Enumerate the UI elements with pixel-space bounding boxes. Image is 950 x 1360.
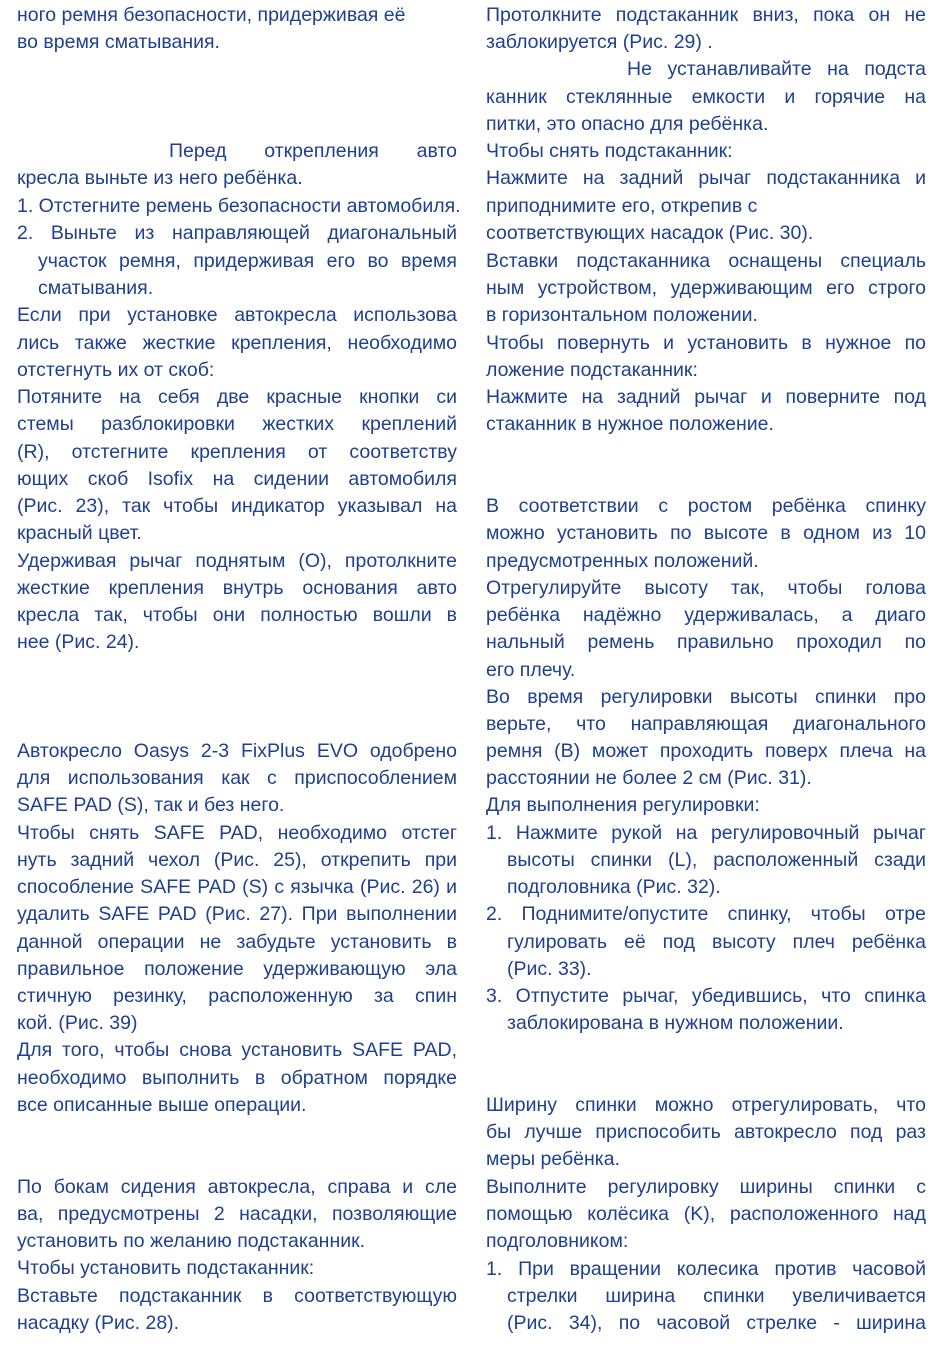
text-line: 1. Нажмите рукой на регулировочный рычаг <box>486 822 926 844</box>
text-line: Если при установке автокресла использова <box>17 304 457 326</box>
text-line: бы лучше приспособить автокресло под раз <box>486 1121 926 1143</box>
text-line: 1. Отстегните ремень безопасности автомобиля. <box>17 195 461 217</box>
text-line: Для того, чтобы снова установить SAFE PAD, <box>17 1039 457 1061</box>
text-line: его плечу. <box>486 659 576 681</box>
text-line: во время сматывания. <box>17 31 220 53</box>
text-line: (Рис. 23), так чтобы индикатор указывал на <box>17 495 457 517</box>
text-line: Нажмите на задний рычаг подстаканника и <box>486 167 926 189</box>
text-line: подголовника (Рис. 32). <box>507 876 721 898</box>
text-line: Протолкните подстаканник вниз, пока он не <box>486 4 926 26</box>
text-line: ребёнка надёжно удерживалась, а диаго <box>486 604 926 626</box>
text-line: канник стеклянные емкости и горячие на <box>486 86 926 108</box>
text-line: Потяните на себя две красные кнопки си <box>17 386 457 408</box>
text-line: для использования как с приспособлением <box>17 767 457 789</box>
text-line: Удерживая рычаг поднятым (O), протолкните <box>17 550 457 572</box>
text-line: сматывания. <box>38 277 154 299</box>
text-line: SAFE PAD (S), так и без него. <box>17 794 285 816</box>
text-line: Вставьте подстаканник в соответствующую <box>17 1285 457 1307</box>
text-line: кой. (Рис. 39) <box>17 1012 138 1034</box>
text-line: помощью колёсика (K), расположенного над <box>486 1203 926 1225</box>
text-line: 1. При вращении колесика против часовой <box>486 1258 926 1280</box>
text-line: красный цвет. <box>17 522 142 544</box>
text-line: ющих скоб Isofix на сидении автомобиля <box>17 468 457 490</box>
text-line: стрелки ширина спинки увеличивается <box>507 1285 926 1307</box>
text-line: (Рис. 34), по часовой стрелке - ширина <box>507 1312 926 1334</box>
text-line: ного ремня безопасности, придерживая её <box>17 4 406 26</box>
text-line: Чтобы повернуть и установить в нужное по <box>486 332 926 354</box>
text-line: ва, предусмотрены 2 насадки, позволяющие <box>17 1203 457 1225</box>
text-line: 2. Выньте из направляющей диагональный <box>17 222 457 244</box>
text-line: Отрегулируйте высоту так, чтобы голова <box>486 577 926 599</box>
text-line: правильное положение удерживающую эла <box>17 958 457 980</box>
text-line: Не устанавливайте на подста <box>627 58 926 80</box>
text-line: кресла так, чтобы они полностью вошли в <box>17 604 457 626</box>
text-line: меры ребёнка. <box>486 1148 621 1170</box>
text-line: высоты спинки (L), расположенный сзади <box>507 849 926 871</box>
text-line: Перед открепления авто <box>169 140 457 162</box>
text-line: заблокирована в нужном положении. <box>507 1012 844 1034</box>
text-line: питки, это опасно для ребёнка. <box>486 113 769 135</box>
text-line: Чтобы установить подстаканник: <box>17 1257 315 1279</box>
text-line: Автокресло Oasys 2-3 FixPlus EVO одобрено <box>17 740 457 762</box>
text-line: нуть задний чехол (Рис. 25), открепить при <box>17 849 457 871</box>
text-line: Выполните регулировку ширины спинки с <box>486 1176 926 1198</box>
text-line: Нажмите на задний рычаг и поверните под <box>486 386 926 408</box>
text-line: установить по желанию подстаканник. <box>17 1230 366 1252</box>
text-line: Вставки подстаканника оснащены специаль <box>486 250 926 272</box>
text-line: лись также жесткие крепления, необходимо <box>17 332 457 354</box>
text-line: Во время регулировки высоты спинки про <box>486 686 926 708</box>
text-line: нальный ремень правильно проходил по <box>486 631 926 653</box>
text-line: все описанные выше операции. <box>17 1094 307 1116</box>
text-line: предусмотренных положений. <box>486 550 759 572</box>
text-line: По бокам сидения автокресла, справа и сле <box>17 1176 457 1198</box>
text-line: способление SAFE PAD (S) с язычка (Рис. 26) и <box>17 876 457 898</box>
text-line: необходимо выполнить в обратном порядке <box>17 1067 457 1089</box>
text-line: кресла выньте из него ребёнка. <box>17 167 303 189</box>
text-line: участок ремня, придерживая его во время <box>38 250 457 272</box>
text-line: данной операции не забудьте установить в <box>17 931 457 953</box>
text-line: жесткие крепления внутрь основания авто <box>17 577 457 599</box>
text-line: в горизонтальном положении. <box>486 304 758 326</box>
text-line: Чтобы снять подстаканник: <box>486 140 733 162</box>
text-line: (Рис. 33). <box>507 958 592 980</box>
text-line: Ширину спинки можно отрегулировать, что <box>486 1094 926 1116</box>
text-line: (R), отстегните крепления от соответству <box>17 441 457 463</box>
text-line: отстегнуть их от скоб: <box>17 359 215 381</box>
text-line: Чтобы снять SAFE PAD, необходимо отстег <box>17 822 457 844</box>
text-line: ным устройством, удерживающим его строго <box>486 277 926 299</box>
text-line: можно установить по высоте в одном из 10 <box>486 522 926 544</box>
text-line: приподнимите его, открепив с <box>486 195 758 217</box>
text-line: стичную резинку, расположенную за спин <box>17 985 457 1007</box>
text-line: гулировать её под высоту плеч ребёнка <box>507 931 926 953</box>
text-line: удалить SAFE PAD (Рис. 27). При выполнении <box>17 903 457 925</box>
text-line: 3. Отпустите рычаг, убедившись, что спинка <box>486 985 926 1007</box>
text-line: расстоянии не более 2 см (Рис. 31). <box>486 767 812 789</box>
text-line: соответствующих насадок (Рис. 30). <box>486 222 814 244</box>
text-line: Для выполнения регулировки: <box>486 794 760 816</box>
text-line: верьте, что направляющая диагонального <box>486 713 926 735</box>
text-line: ремня (B) может проходить поверх плеча на <box>486 740 926 762</box>
text-line: стемы разблокировки жестких креплений <box>17 413 457 435</box>
text-line: стаканник в нужное положение. <box>486 413 774 435</box>
text-line: ложение подстаканник: <box>486 359 698 381</box>
text-line: заблокируется (Рис. 29) . <box>486 31 713 53</box>
text-line: нее (Рис. 24). <box>17 631 140 653</box>
text-line: подголовником: <box>486 1230 629 1252</box>
text-line: В соответствии с ростом ребёнка спинку <box>486 495 926 517</box>
text-line: 2. Поднимите/опустите спинку, чтобы отре <box>486 903 926 925</box>
text-line: насадку (Рис. 28). <box>17 1312 180 1334</box>
